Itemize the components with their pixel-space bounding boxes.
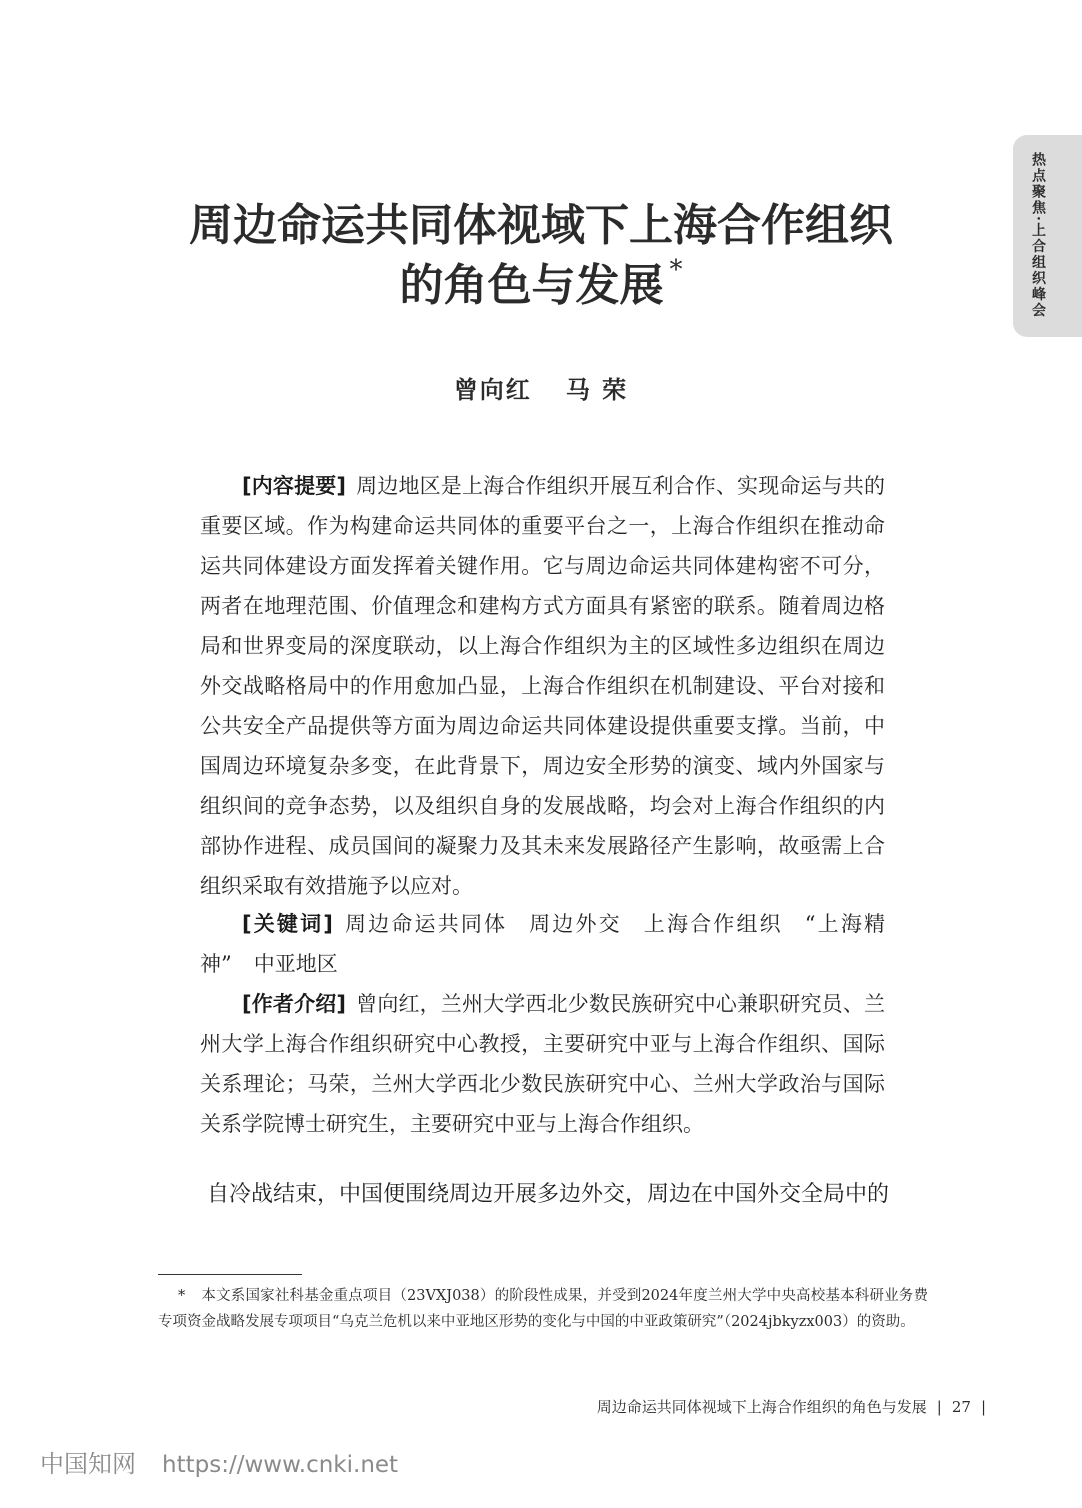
author-2: 马 荣 [565, 375, 629, 404]
article-title-line-2 [0, 256, 1082, 322]
keyword: 上海合作组织 [643, 912, 783, 936]
author-intro-paragraph [200, 984, 885, 1144]
author-1: 曾向红 [453, 375, 532, 404]
keyword: 中亚地区 [253, 952, 338, 976]
summary-text: 周边地区是上海合作组织开展互利合作、实现命运与共的重要区域。作为构建命运共同体的重要平台之一，上海合作组织在推动命运共同体建设方面发挥着关键作用。它与周边命运共同体建构密不可分，两者在地理范围、价值理念和建构方式方面具有紧密的联系。随着周边格局和世界变局的深度联动，以上海合作组织为主的区域性多边组织在周边外交战略格局中的作用愈加凸显，上海合作组织在机制建设、平台对接和公共安全产品提供等方面为周边命运共同体建设提供重要支撑。当前，中国周边环境复杂多变，在此背景下，周边安全形势的演变、域内外国家与组织间的竞争态势，以及组织自身的发展战略，均会对上海合作组织的内部协作进程、成员国间的凝聚力及其未来发展路径产生影响，故亟需上合组织采取有效措施予以应对。 [200, 474, 885, 898]
keyword: “上海精神” [200, 912, 886, 976]
watermark-url: https://www.cnki.net [162, 1452, 399, 1478]
article-title-line-1: 周边命运共同体视域下上海合作组织 [189, 200, 893, 251]
running-footer: 周边命运共同体视域下上海合作组织的角色与发展 | 27 | [596, 1398, 986, 1416]
author-intro-label: [作者介绍] [242, 992, 346, 1016]
article-title-text: 的角色与发展 [399, 260, 664, 311]
abstract-summary [200, 466, 885, 906]
cnki-watermark [40, 1444, 398, 1479]
keyword: 周边命运共同体 [342, 912, 508, 936]
footnote [158, 1283, 928, 1335]
keywords-label: [关键词] [242, 912, 333, 936]
title-footnote-marker: * [669, 255, 683, 285]
body-paragraph: 自冷战结束，中国便围绕周边开展多边外交，周边在中国外交全局中的 [207, 1182, 890, 1207]
running-footer-title: 周边命运共同体视域下上海合作组织的角色与发展 [596, 1398, 927, 1416]
section-tab-label: 热点聚焦·上合组织峰会 [1030, 152, 1046, 319]
author-line [0, 370, 1082, 405]
watermark-brand: 中国知网 [40, 1450, 136, 1478]
footnote-text: 本文系国家社科基金重点项目（23VXJ038）的阶段性成果，并受到2024年度兰州大学中央高校基本科研业务费专项资金战略发展专项项目“乌克兰危机以来中亚地区形势的变化与中国的中亚政策研究”（2024jbkyzx003）的资助。 [158, 1288, 928, 1330]
page-number: 27 [951, 1398, 971, 1416]
keywords-paragraph [200, 904, 885, 984]
author-intro-text: 曾向红，兰州大学西北少数民族研究中心兼职研究员、兰州大学上海合作组织研究中心教授，主要研究中亚与上海合作组织、国际关系理论；马荣，兰州大学西北少数民族研究中心、兰州大学政治与国际关系学院博士研究生，主要研究中亚与上海合作组织。 [200, 992, 885, 1136]
summary-label: [内容提要] [242, 474, 346, 498]
keyword: 周边外交 [529, 912, 622, 936]
footnote-divider [158, 1274, 302, 1275]
footnote-marker: * [178, 1288, 186, 1304]
